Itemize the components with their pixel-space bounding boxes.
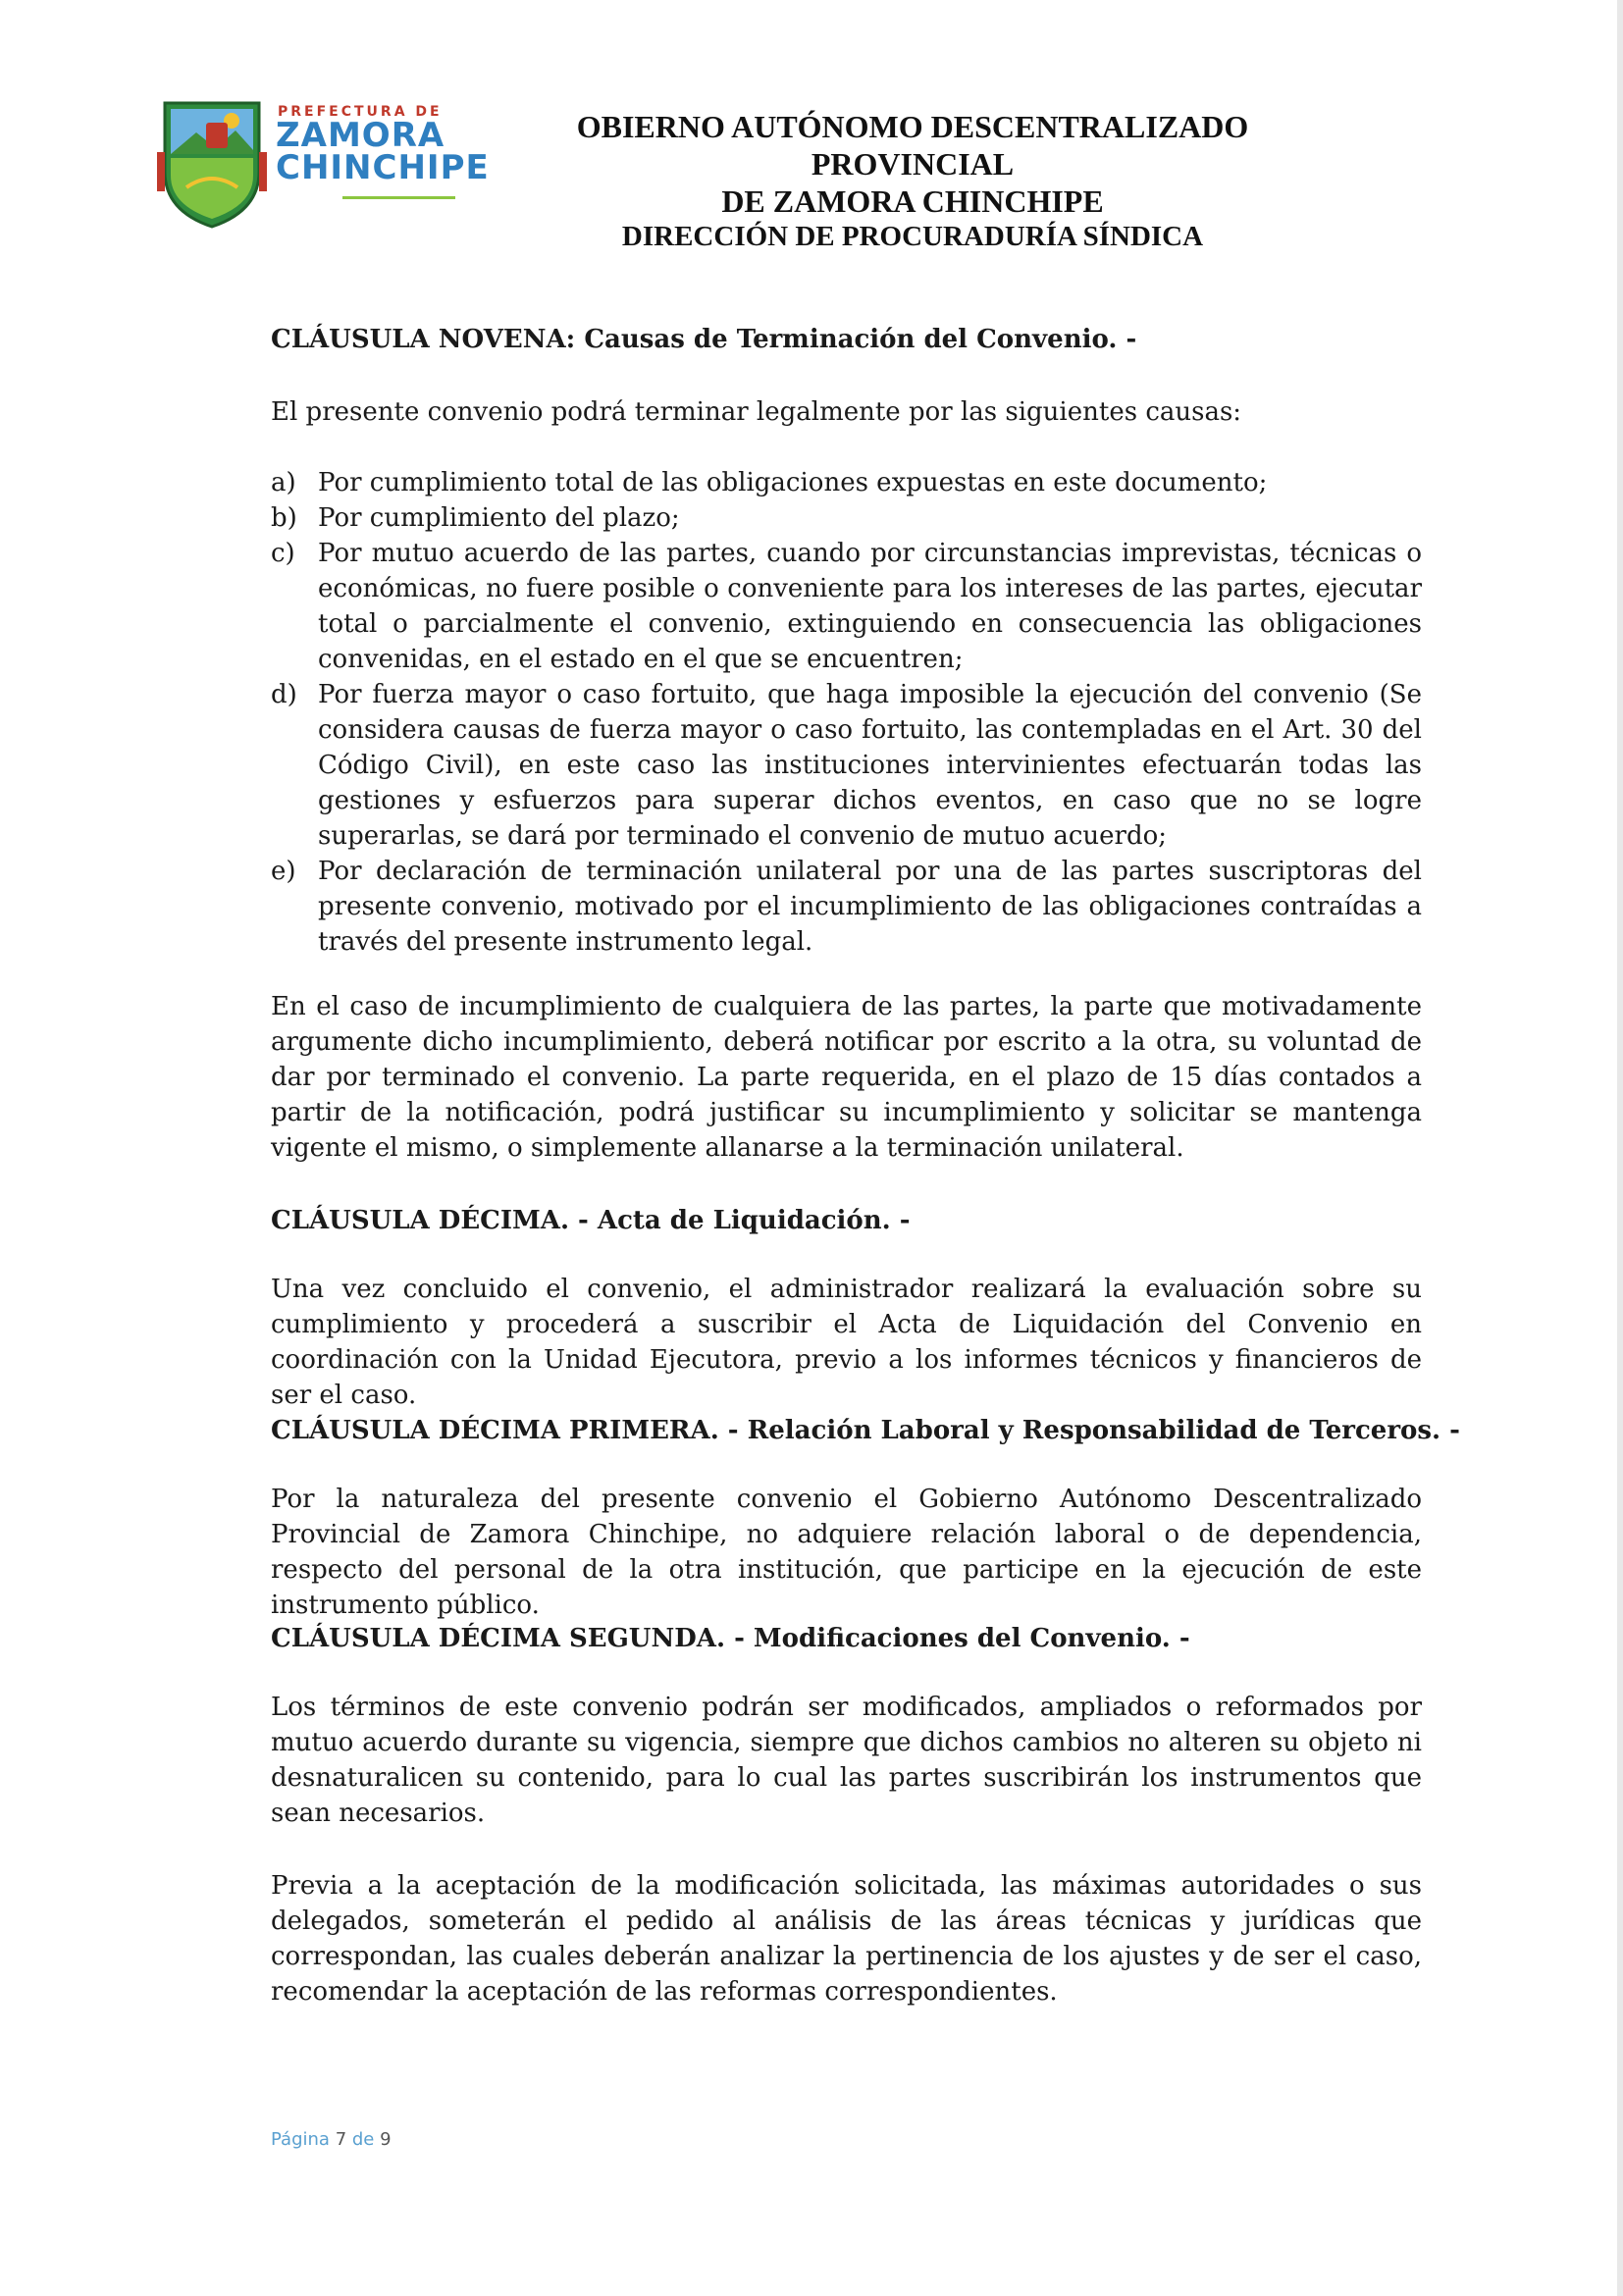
clause-twelfth-text-1: Los términos de este convenio podrán ser modificados, ampliados o reformados por mutuo acuerdo durante su vigencia, siempre que dichos cambios no alteren su objeto ni desnaturalicen su contenido, para lo cual las partes suscribirán los instrumentos que sean necesarios. [271, 1693, 1422, 1828]
page-total: 9 [380, 2129, 392, 2150]
clause-ninth-heading: CLÁUSULA NOVENA: Causas de Terminación del Convenio. - [271, 325, 1137, 354]
list-item-label: b) [271, 503, 297, 533]
clause-twelfth-heading: CLÁUSULA DÉCIMA SEGUNDA. - Modificaciones del Convenio. - [271, 1624, 1190, 1653]
prefecture-logo-icon [157, 93, 267, 231]
list-item-label: e) [271, 857, 296, 886]
list-item-text: Por mutuo acuerdo de las partes, cuando por circunstancias imprevistas, técnicas o económicas, no fuere posible o conveniente para los intereses de las partes, ejecutar total o parcialmente el convenio, extinguiendo en consecuencia las obligaciones convenidas, en el estado en el que se encuentren; [318, 539, 1422, 674]
clause-tenth-heading: CLÁUSULA DÉCIMA. - Acta de Liquidación. - [271, 1206, 911, 1235]
list-item-label: c) [271, 539, 295, 568]
clause-ninth-closing: En el caso de incumplimiento de cualquiera de las partes, la parte que motivadamente argumente dicho incumplimiento, deberá notificar por escrito a la otra, su voluntad de dar por terminado el convenio. La parte requerida, en el plazo de 15 días contados a partir de la notificación, podrá justificar su incumplimiento y solicitar se mantenga vigente el mismo, o simplemente allanarse a la terminación unilateral. [271, 992, 1422, 1163]
list-item [271, 677, 1422, 854]
page-number [271, 2129, 392, 2150]
list-item-text: Por declaración de terminación unilateral por una de las partes suscriptoras del presente convenio, motivado por el incumplimiento de las obligaciones contraídas a través del presente instrumento legal. [318, 857, 1422, 957]
page-current: 7 [335, 2129, 347, 2150]
brand-name-line2: CHINCHIPE [276, 148, 490, 187]
page-of-word: de [351, 2129, 375, 2150]
list-item [271, 500, 1422, 536]
list-item-text: Por fuerza mayor o caso fortuito, que haga imposible la ejecución del convenio (Se considera causas de fuerza mayor o caso fortuito, las contempladas en el Art. 30 del Código Civil), en este caso las instituciones intervinientes efectuarán todas las gestiones y esfuerzos para superar dichos eventos, en caso que no se logre superarlas, se dará por terminado el convenio de mutuo acuerdo; [318, 680, 1422, 851]
clause-twelfth-text-2: Previa a la aceptación de la modificación solicitada, las máximas autoridades o sus delegados, someterán el pedido al análisis de las áreas técnicas y jurídicas que correspondan, las cuales deberán analizar la pertinencia de los ajustes y de ser el caso, recomendar la aceptación de las reformas correspondientes. [271, 1871, 1422, 2007]
brand-prefix: PREFECTURA DE [278, 104, 443, 120]
list-item-text: Por cumplimiento total de las obligaciones expuestas en este documento; [318, 468, 1268, 497]
list-item-label: a) [271, 468, 296, 497]
list-item-text: Por cumplimiento del plazo; [318, 503, 680, 533]
institution-title-line2: DE ZAMORA CHINCHIPE [721, 183, 1104, 219]
page-word: Página [271, 2129, 330, 2150]
list-item [271, 854, 1422, 960]
brand-name-line1: ZAMORA [276, 116, 445, 155]
clause-tenth-text: Una vez concluido el convenio, el administrador realizará la evaluación sobre su cumplimiento y procederá a suscribir el Acta de Liquidación del Convenio en coordinación con la Unidad Ejecutora, previo a los informes técnicos y financieros de ser el caso. [271, 1275, 1422, 1410]
direction-title: DIRECCIÓN DE PROCURADURÍA SÍNDICA [621, 221, 1204, 252]
clause-eleventh-text: Por la naturaleza del presente convenio el Gobierno Autónomo Descentralizado Provincial de Zamora Chinchipe, no adquiere relación laboral o de dependencia, respecto del personal de la otra institución, que participe en la ejecución de este instrumento público. [271, 1485, 1422, 1620]
list-item [271, 536, 1422, 677]
list-item [271, 465, 1422, 500]
scan-edge [1617, 0, 1623, 2296]
brand-divider [342, 196, 455, 199]
institution-title-line1: OBIERNO AUTÓNOMO DESCENTRALIZADO PROVINCIAL [576, 109, 1249, 182]
institution-title [491, 108, 1335, 220]
clause-ninth-intro: El presente convenio podrá terminar legalmente por las siguientes causas: [271, 397, 1242, 427]
clause-eleventh-heading: CLÁUSULA DÉCIMA PRIMERA. - Relación Laboral y Responsabilidad de Terceros. - [271, 1416, 1460, 1445]
list-item-label: d) [271, 680, 297, 709]
